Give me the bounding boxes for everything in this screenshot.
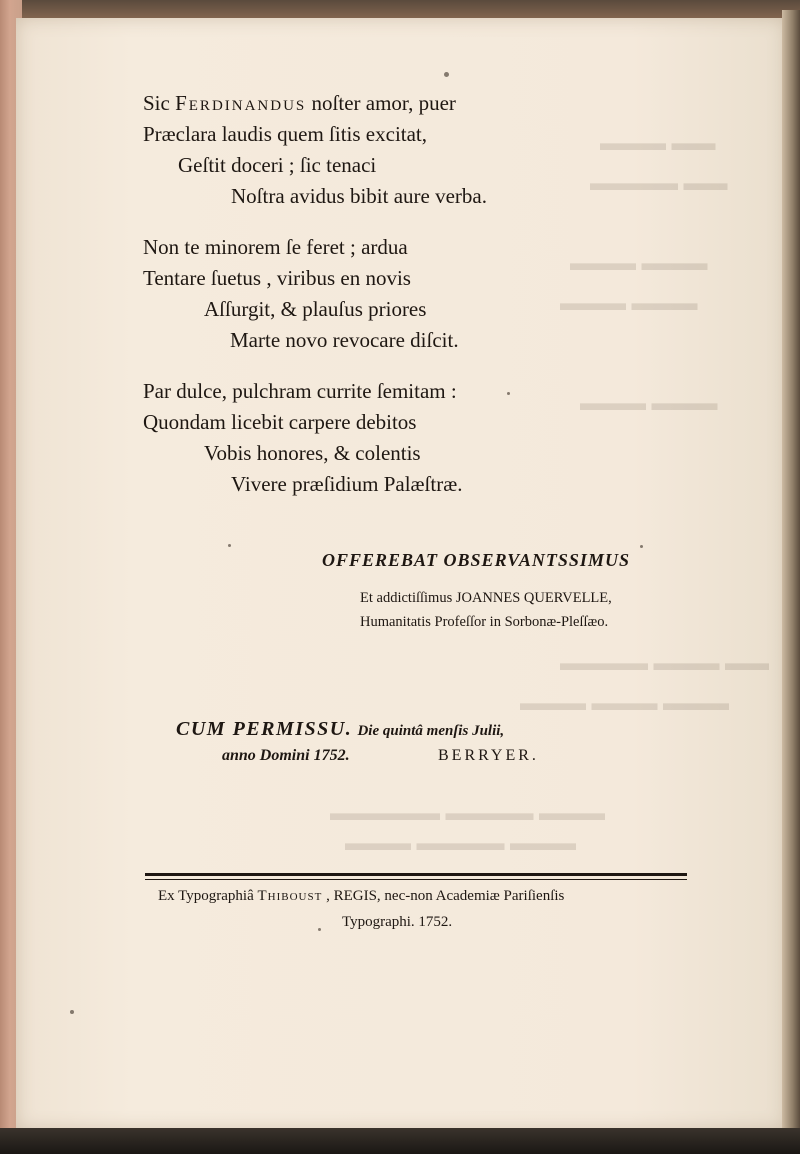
show-through-texture: ▬▬▬▬ ▬▬	[590, 170, 728, 195]
author-title-line: Humanitatis Profeſſor in Sorbonæ-Pleſſæo.	[360, 614, 609, 630]
stanza-3	[143, 376, 462, 500]
imprint-text: , REGIS, nec-non Academiæ Pariſienſis	[322, 888, 565, 904]
printer-name: Thiboust	[257, 888, 323, 904]
permission-caps: CUM PERMISSU.	[176, 718, 353, 740]
double-rule-thin	[145, 879, 687, 880]
verse-text: noſter amor, puer	[306, 91, 456, 115]
verse-line: Non te minorem ſe feret ; ardua	[143, 235, 408, 259]
verse-line: Noſtra avidus bibit aure verba.	[231, 184, 487, 208]
permission-line	[176, 716, 504, 741]
imprint-line-2: Typographi. 1752.	[342, 914, 453, 930]
censor-name: BERRYER.	[438, 747, 539, 764]
stanza-1	[143, 88, 487, 212]
permission-date: Die quintâ menſis Julii,	[357, 723, 505, 739]
paper-speck	[507, 392, 510, 395]
show-through-texture: ▬▬▬ ▬▬▬	[560, 290, 698, 315]
book-bottom-edge	[0, 1128, 800, 1154]
imprint-text: Ex Typographiâ	[158, 888, 258, 904]
show-through-texture: ▬▬▬▬▬ ▬▬▬▬ ▬▬▬	[330, 800, 605, 825]
show-through-texture: ▬▬▬ ▬▬▬	[580, 390, 718, 415]
verse-line	[143, 88, 487, 119]
paper-speck	[640, 545, 643, 548]
show-through-texture: ▬▬▬ ▬▬▬	[570, 250, 708, 275]
double-rule-thick	[145, 873, 687, 876]
verse-line: Par dulce, pulchram currite ſemitam :	[143, 379, 457, 403]
verse-line: Aſſurgit, & plauſus priores	[204, 297, 427, 321]
verse-line: Geſtit doceri ; ſic tenaci	[178, 153, 377, 177]
author-line: Et addictiſſimus JOANNES QUERVELLE,	[360, 590, 612, 606]
verse-line: Præclara laudis quem ſitis excitat,	[143, 122, 428, 146]
paper-speck	[444, 72, 449, 77]
stanza-2	[143, 232, 459, 356]
permission-year: anno Domini 1752.	[222, 747, 350, 764]
verse-line: Marte novo revocare diſcit.	[230, 328, 459, 352]
paper-speck	[228, 544, 231, 547]
verse-line: Quondam licebit carpere debitos	[143, 410, 417, 434]
name-small-caps: Ferdinandus	[175, 91, 307, 115]
paper-speck	[318, 928, 321, 931]
show-through-texture: ▬▬▬▬ ▬▬▬ ▬▬	[560, 650, 769, 675]
imprint-line-1	[158, 888, 564, 905]
dedication-heading: OFFEREBAT OBSERVANTSSIMUS	[322, 550, 630, 570]
show-through-texture: ▬▬▬ ▬▬▬▬ ▬▬▬	[345, 830, 576, 855]
book-fore-edge	[782, 10, 800, 1130]
show-through-texture: ▬▬▬ ▬▬▬ ▬▬▬	[520, 690, 729, 715]
verse-line: Vivere præſidium Palæſtræ.	[231, 472, 463, 496]
verse-text: Sic	[143, 91, 176, 115]
verse-line: Tentare ſuetus , viribus en novis	[143, 266, 411, 290]
paper-speck	[70, 1010, 74, 1014]
verse-line: Vobis honores, & colentis	[204, 441, 421, 465]
show-through-texture: ▬▬▬ ▬▬	[600, 130, 716, 155]
